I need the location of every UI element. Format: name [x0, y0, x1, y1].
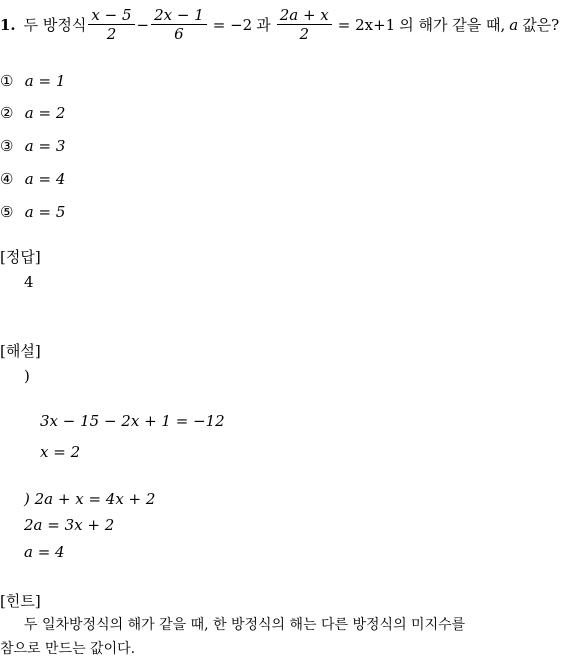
fraction-1 [88, 6, 134, 43]
equation-1-rhs: = −2 [212, 15, 253, 34]
fraction-2-numerator: 2x − 1 [151, 6, 207, 25]
fraction-1-denominator: 2 [106, 25, 117, 43]
choice-4-text: a = 4 [24, 170, 66, 188]
fraction-3-numerator: 2a + x [277, 6, 332, 25]
question-suffix: 의 해가 같을 때, [399, 16, 506, 34]
explanation-label: [해설] [0, 342, 41, 360]
choice-3[interactable] [0, 137, 65, 155]
explanation-line-3: x = 2 [40, 443, 81, 461]
equation-2-rhs: = 2x+1 [337, 15, 396, 34]
answer-label: [정답] [0, 248, 41, 266]
fraction-2-denominator: 6 [174, 25, 184, 43]
choice-4-mark: ④ [0, 170, 14, 188]
choice-2[interactable] [0, 104, 65, 122]
conjunction: 과 [256, 16, 271, 34]
choice-5[interactable] [0, 203, 65, 221]
answer-value: 4 [24, 273, 34, 291]
fraction-3 [277, 6, 332, 43]
choice-3-mark: ③ [0, 137, 14, 155]
minus-sign: − [136, 15, 150, 34]
question-variable: a [509, 15, 519, 34]
choice-4[interactable] [0, 170, 65, 188]
question-number: 1. [0, 15, 16, 34]
choice-2-text: a = 2 [24, 104, 66, 122]
explanation-line-1: ) [24, 367, 30, 385]
choice-2-mark: ② [0, 104, 14, 122]
question-line [0, 6, 559, 43]
hint-line-2: 참으로 만드는 값이다. [0, 641, 136, 657]
choice-5-mark: ⑤ [0, 203, 14, 221]
explanation-line-5: 2a = 3x + 2 [24, 516, 115, 534]
explanation-line-6: a = 4 [24, 543, 65, 561]
choice-3-text: a = 3 [24, 137, 66, 155]
question-prefix: 두 방정식 [23, 16, 87, 34]
question-ask: 값은? [522, 16, 560, 34]
explanation-line-2: 3x − 15 − 2x + 1 = −12 [40, 412, 225, 430]
hint-label: [힌트] [0, 592, 41, 610]
choice-1[interactable] [0, 72, 65, 90]
choice-5-text: a = 5 [24, 203, 66, 221]
choice-1-mark: ① [0, 72, 14, 90]
fraction-2 [151, 6, 207, 43]
choice-1-text: a = 1 [24, 72, 66, 90]
hint-line-1: 두 일차방정식의 해가 같을 때, 한 방정식의 해는 다른 방정식의 미지수를 [24, 617, 466, 633]
explanation-line-4: ) 2a + x = 4x + 2 [24, 490, 156, 508]
fraction-1-numerator: x − 5 [88, 6, 134, 25]
fraction-3-denominator: 2 [299, 25, 309, 43]
